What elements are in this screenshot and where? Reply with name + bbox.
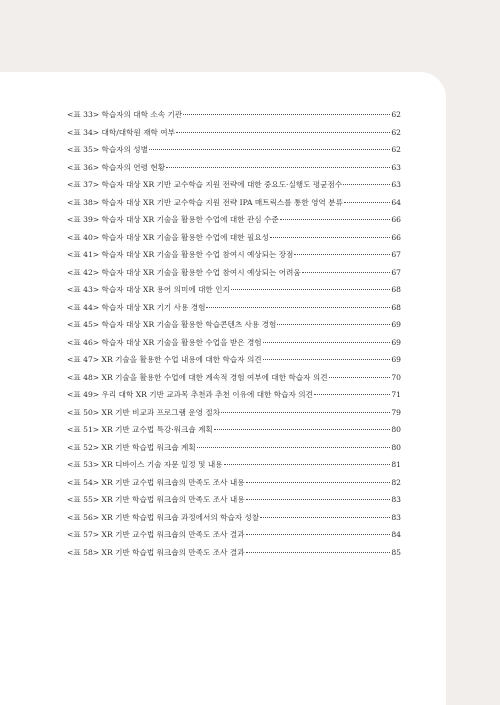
toc-entry-page-number: 63	[391, 180, 401, 189]
toc-dot-leader	[224, 464, 391, 465]
toc-dot-leader	[206, 307, 390, 308]
toc-dot-leader	[197, 447, 391, 448]
toc-entry-title: <표 53> XR 디바이스 기술 자문 일정 및 내용	[67, 460, 223, 469]
toc-dot-leader	[246, 482, 391, 483]
toc-dot-leader	[260, 517, 390, 518]
toc-dot-leader	[221, 412, 390, 413]
toc-entry[interactable]	[67, 127, 401, 145]
toc-entry[interactable]	[67, 197, 401, 215]
toc-entry[interactable]	[67, 407, 401, 425]
toc-entry-page-number: 68	[391, 285, 401, 294]
toc-dot-leader	[294, 254, 390, 255]
toc-entry-page-number: 69	[391, 320, 401, 329]
toc-entry-title: <표 52> XR 기반 학습법 워크숍 계획	[67, 442, 196, 452]
toc-entry-page-number: 82	[391, 477, 401, 487]
toc-entry[interactable]	[67, 144, 401, 162]
toc-dot-leader	[149, 149, 390, 150]
toc-entry-page-number: 83	[391, 512, 401, 522]
toc-entry-page-number: 79	[391, 407, 401, 417]
toc-dot-leader	[277, 324, 390, 325]
toc-dot-leader	[344, 202, 390, 203]
toc-entry[interactable]	[67, 337, 401, 355]
toc-dot-leader	[343, 184, 390, 185]
toc-entry-title: <표 44> 학습자 대상 XR 기기 사용 경험	[67, 302, 206, 312]
toc-entry-title: <표 34> 대학/대학원 재학 여부	[67, 127, 175, 137]
toc-entry-title: <표 51> XR 기반 교수법 특강·워크숍 계획	[67, 425, 213, 434]
table-of-contents	[67, 109, 401, 564]
toc-dot-leader	[263, 359, 391, 360]
toc-entry[interactable]	[67, 249, 401, 267]
toc-entry[interactable]	[67, 319, 401, 337]
toc-entry[interactable]	[67, 354, 401, 372]
toc-entry-page-number: 67	[391, 250, 401, 259]
toc-entry-title: <표 58> XR 기반 학습법 워크숍의 만족도 조사 결과	[67, 547, 245, 557]
toc-entry-page-number: 80	[391, 425, 401, 434]
toc-entry-page-number: 69	[391, 337, 401, 347]
toc-entry-page-number: 68	[391, 302, 401, 312]
toc-entry-title: <표 50> XR 기반 비교과 프로그램 운영 절차	[67, 407, 221, 417]
toc-dot-leader	[314, 394, 390, 395]
toc-entry-page-number: 70	[391, 372, 401, 382]
toc-dot-leader	[246, 552, 391, 553]
toc-entry[interactable]	[67, 477, 401, 495]
toc-dot-leader	[214, 429, 391, 430]
toc-dot-leader	[246, 534, 391, 535]
toc-entry[interactable]	[67, 214, 401, 232]
toc-entry-title: <표 55> XR 기반 학습법 워크숍의 만족도 조사 내용	[67, 495, 245, 504]
toc-entry[interactable]	[67, 494, 401, 512]
toc-entry-title: <표 38> 학습자 대상 XR 기반 교수학습 지원 전략 IPA 매트릭스를 통한 영역 분류	[67, 197, 343, 207]
toc-dot-leader	[302, 272, 391, 273]
toc-dot-leader	[183, 114, 390, 115]
toc-entry-title: <표 48> XR 기술을 활용한 수업에 대한 계속적 경험 여부에 대한 학습자 의견	[67, 372, 328, 382]
toc-entry-page-number: 62	[391, 127, 401, 137]
toc-entry-page-number: 83	[391, 495, 401, 504]
toc-entry-title: <표 54> XR 기반 교수법 워크숍의 만족도 조사 내용	[67, 477, 245, 487]
toc-entry-page-number: 63	[391, 162, 401, 172]
toc-entry[interactable]	[67, 179, 401, 197]
toc-entry-page-number: 71	[391, 390, 401, 399]
toc-entry[interactable]	[67, 442, 401, 460]
toc-entry-page-number: 66	[391, 215, 401, 224]
toc-entry[interactable]	[67, 389, 401, 407]
toc-entry-title: <표 35> 학습자의 성별	[67, 145, 148, 154]
toc-entry-title: <표 41> 학습자 대상 XR 기술을 활용한 수업 참여시 예상되는 장점	[67, 250, 294, 259]
toc-entry[interactable]	[67, 284, 401, 302]
toc-entry[interactable]	[67, 267, 401, 285]
toc-entry-title: <표 45> 학습자 대상 XR 기술을 활용한 학습콘텐츠 사용 경험	[67, 320, 277, 329]
toc-entry-title: <표 43> 학습자 대상 XR 용어 의미에 대한 인지	[67, 285, 230, 294]
toc-entry-title: <표 56> XR 기반 학습법 워크숍 과정에서의 학습자 성찰	[67, 512, 260, 522]
toc-dot-leader	[329, 377, 391, 378]
toc-entry[interactable]	[67, 372, 401, 390]
toc-entry-page-number: 62	[391, 145, 401, 154]
toc-dot-leader	[231, 289, 390, 290]
toc-entry-page-number: 67	[391, 267, 401, 277]
toc-entry-title: <표 40> 학습자 대상 XR 기술을 활용한 수업에 대한 필요성	[67, 232, 269, 242]
toc-entry-page-number: 85	[391, 547, 401, 557]
toc-entry-page-number: 62	[391, 110, 401, 119]
toc-entry-page-number: 80	[391, 442, 401, 452]
toc-entry[interactable]	[67, 302, 401, 320]
toc-dot-leader	[246, 499, 391, 500]
toc-entry[interactable]	[67, 459, 401, 477]
toc-entry-title: <표 57> XR 기반 교수법 워크숍의 만족도 조사 결과	[67, 530, 245, 539]
toc-entry[interactable]	[67, 109, 401, 127]
toc-entry-title: <표 42> 학습자 대상 XR 기술을 활용한 수업 참여시 예상되는 어려움	[67, 267, 301, 277]
toc-entry-page-number: 81	[391, 460, 401, 469]
toc-entry-page-number: 66	[391, 232, 401, 242]
toc-dot-leader	[176, 132, 390, 133]
toc-entry-title: <표 46> 학습자 대상 XR 기술을 활용한 수업을 받은 경험	[67, 337, 262, 347]
toc-entry[interactable]	[67, 232, 401, 250]
toc-dot-leader	[280, 219, 391, 220]
toc-entry-title: <표 37> 학습자 대상 XR 기반 교수학습 지원 전략에 대한 중요도·실행도 평균점수	[67, 180, 343, 189]
toc-entry-title: <표 49> 우리 대학 XR 기반 교과목 추천과 추천 이유에 대한 학습자 의견	[67, 390, 313, 399]
toc-entry-title: <표 36> 학습자의 연령 현황	[67, 162, 166, 172]
toc-entry-title: <표 39> 학습자 대상 XR 기술을 활용한 수업에 대한 관심 수준	[67, 215, 279, 224]
toc-entry-title: <표 33> 학습자의 대학 소속 기관	[67, 110, 183, 119]
toc-entry-title: <표 47> XR 기술을 활용한 수업 내용에 대한 학습자 의견	[67, 355, 262, 364]
toc-entry[interactable]	[67, 512, 401, 530]
toc-entry-page-number: 69	[391, 355, 401, 364]
toc-entry[interactable]	[67, 529, 401, 547]
toc-entry-page-number: 84	[391, 530, 401, 539]
toc-entry[interactable]	[67, 547, 401, 565]
toc-dot-leader	[263, 342, 391, 343]
toc-dot-leader	[270, 237, 390, 238]
toc-entry[interactable]	[67, 162, 401, 180]
toc-entry-page-number: 64	[391, 197, 401, 207]
toc-entry[interactable]	[67, 424, 401, 442]
toc-dot-leader	[166, 167, 390, 168]
